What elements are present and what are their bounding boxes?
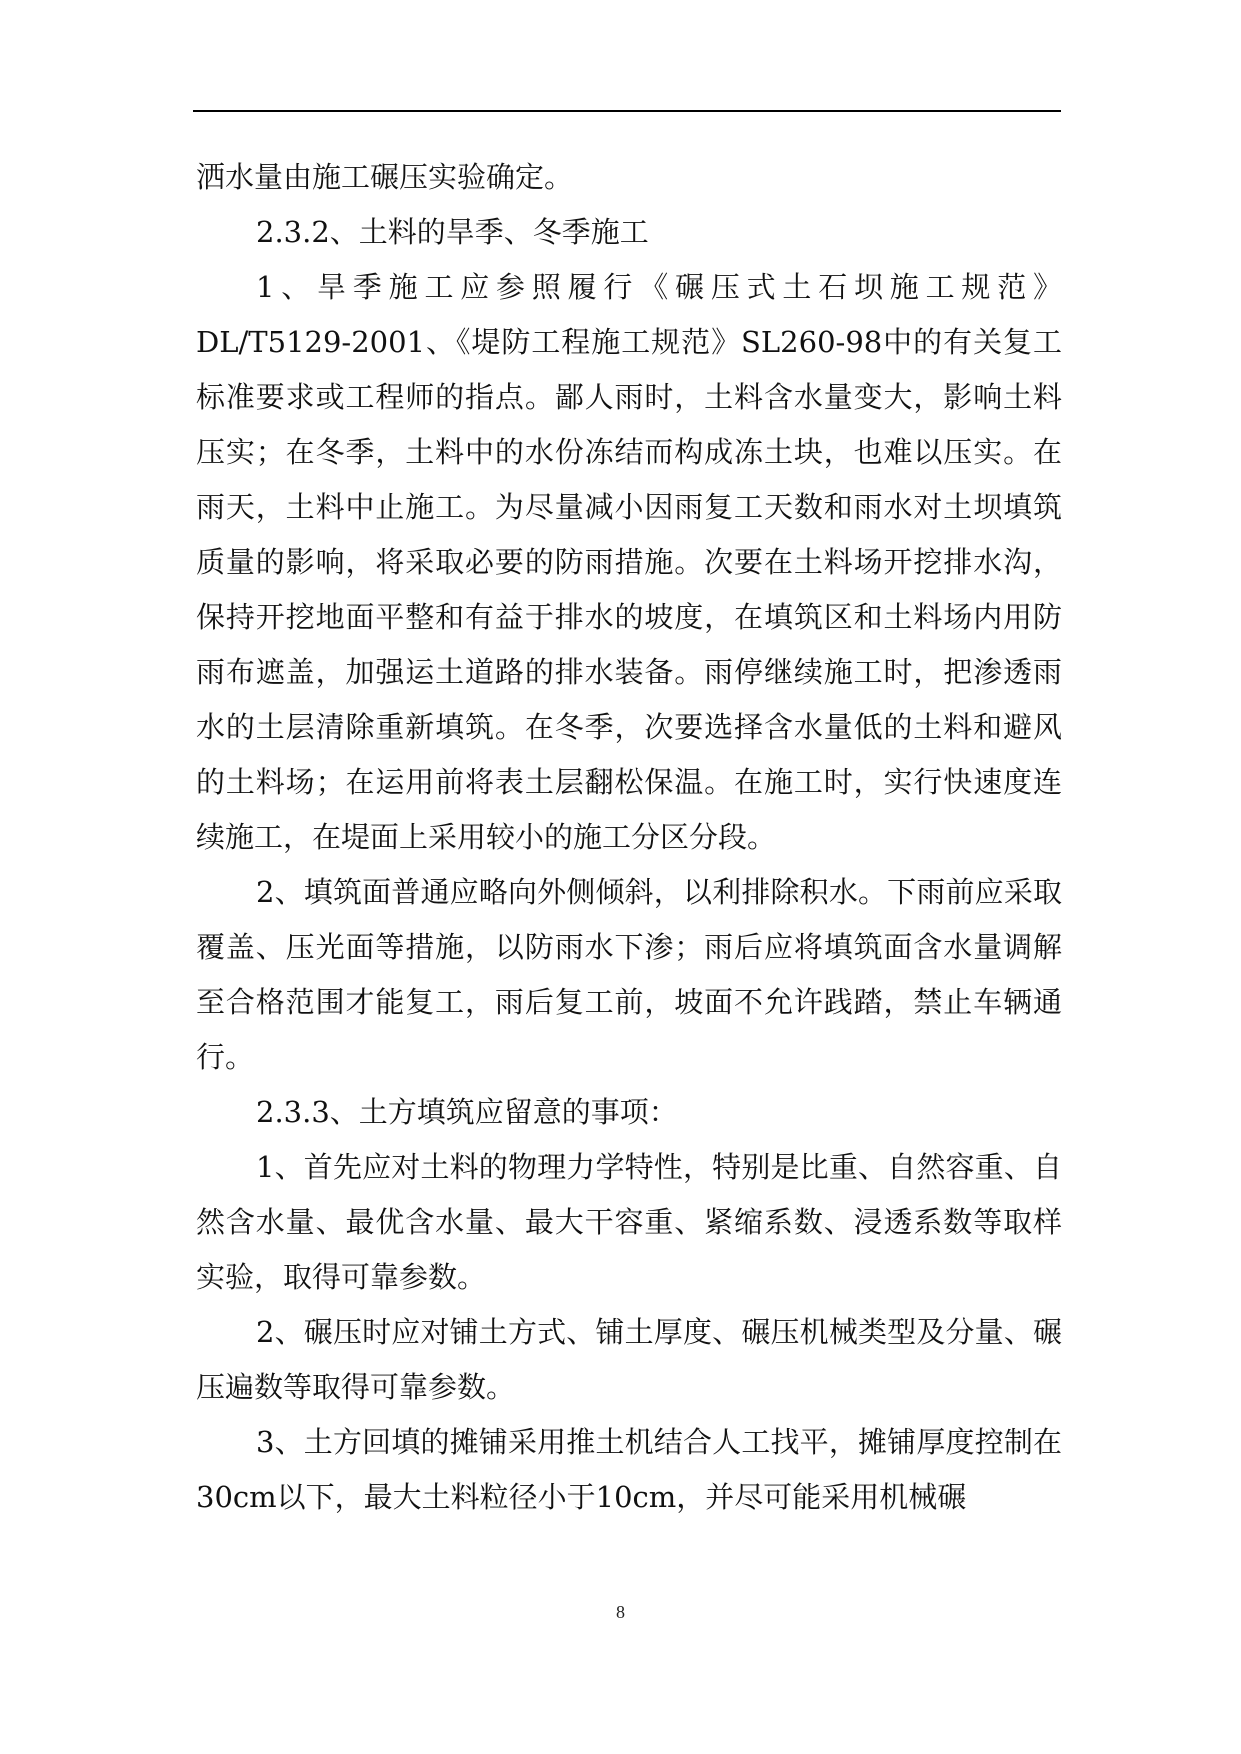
page-number: 8 xyxy=(616,1602,625,1622)
paragraph-continuation: 洒水量由施工碾压实验确定。 xyxy=(196,160,574,194)
paragraph-backfill-spreading: 3、土方回填的摊铺采用推土机结合人工找平，摊铺厚度控制在30cm以下，最大土料粒径小于10cm，并尽可能采用机械碾 xyxy=(196,1425,1062,1514)
section-heading-2-3-3: 2.3.3、土方填筑应留意的事项： xyxy=(256,1095,678,1129)
paragraph-fill-surface-slope: 2、填筑面普通应略向外侧倾斜，以利排除积水。下雨前应采取覆盖、压光面等措施，以防雨水下渗；雨后应将填筑面含水量调解至合格范围才能复工，雨后复工前，坡面不允许践踏，禁止车辆通行。 xyxy=(196,875,1062,1074)
section-heading-2-3-2: 2.3.2、土料的旱季、冬季施工 xyxy=(256,215,649,249)
header-rule xyxy=(193,110,1061,112)
paragraph-soil-properties: 1、首先应对土料的物理力学特性，特别是比重、自然容重、自然含水量、最优含水量、最大干容重、紧缩系数、浸透系数等取样实验，取得可靠参数。 xyxy=(196,1150,1062,1294)
paragraph-dry-winter-construction: 1、旱季施工应参照履行《碾压式土石坝施工规范》DL/T5129-2001、《堤防工程施工规范》SL260-98中的有关复工标准要求或工程师的指点。鄙人雨时，土料含水量变大，影响土料压实；在冬季，土料中的水份冻结而构成冻土块，也难以压实。在雨天，土料中止施工。为尽量减小因雨复工天数和雨水对土坝填筑质量的影响，将采取必要的防雨措施。次要在土料场开挖排水沟，保持开挖地面平整和有益于排水的坡度，在填筑区和土料场内用防雨布遮盖，加强运土道路的排水装备。雨停继续施工时，把渗透雨水的土层清除重新填筑。在冬季，次要选择含水量低的土料和避风的土料场；在运用前将表土层翻松保温。在施工时，实行快速度连续施工，在堤面上采用较小的施工分区分段。 xyxy=(196,270,1062,854)
document-body xyxy=(196,150,1062,1525)
paragraph-compaction-parameters: 2、碾压时应对铺土方式、铺土厚度、碾压机械类型及分量、碾压遍数等取得可靠参数。 xyxy=(196,1315,1062,1404)
